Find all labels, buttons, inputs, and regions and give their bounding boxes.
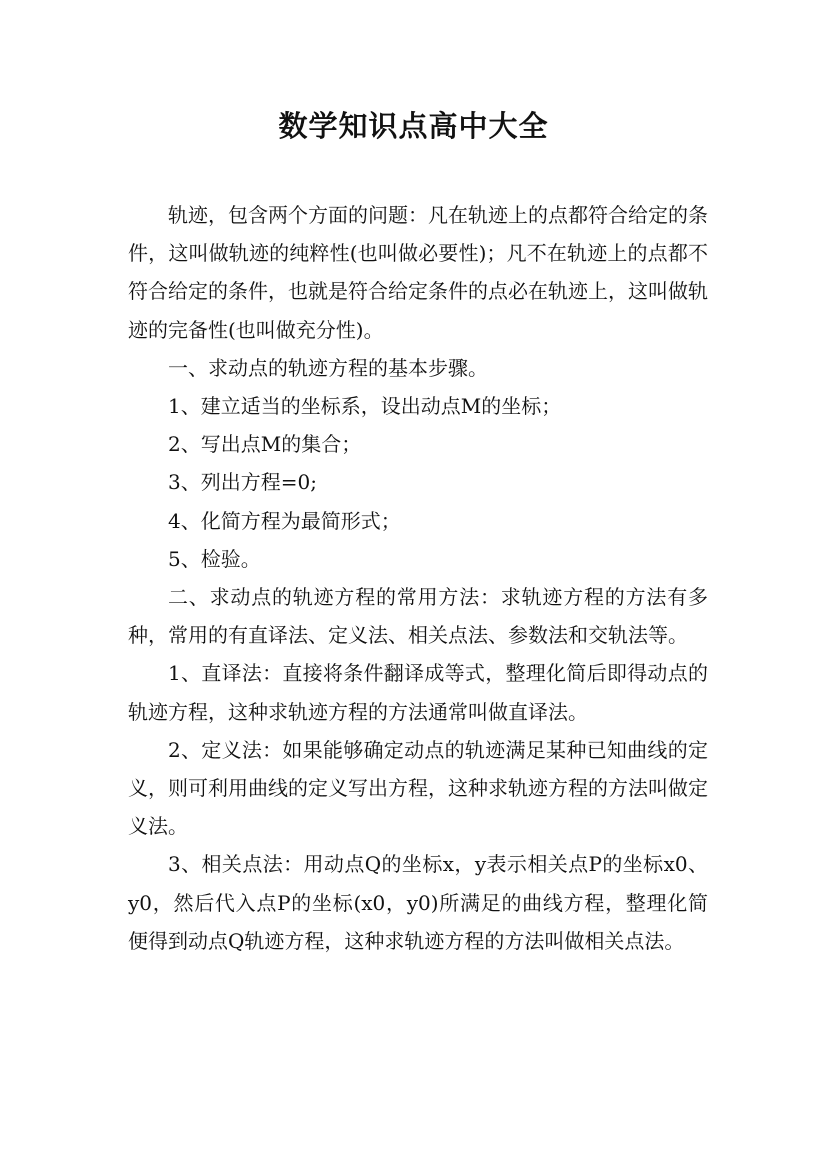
paragraph-method-3: 3、相关点法：用动点Q的坐标x，y表示相关点P的坐标x0、y0，然后代入点P的坐标(x0，y0)所满足的曲线方程，整理化简便得到动点Q轨迹方程，这种求轨迹方程的方法叫做相关点法。 <box>128 852 708 953</box>
paragraph-step-2: 2、写出点M的集合； <box>168 432 362 457</box>
paragraph-step-5: 5、检验。 <box>168 546 261 571</box>
paragraph-method-2: 2、定义法：如果能够确定动点的轨迹满足某种已知曲线的定义，则可利用曲线的定义写出方程，这种求轨迹方程的方法叫做定义法。 <box>128 737 708 839</box>
paragraph-intro: 轨迹，包含两个方面的问题：凡在轨迹上的点都符合给定的条件，这叫做轨迹的纯粹性(也叫做必要性)；凡不在轨迹上的点都不符合给定的条件，也就是符合给定条件的点必在轨迹上，这叫做轨迹的完备性(也叫做充分性)。 <box>128 203 708 342</box>
paragraph-step-1: 1、建立适当的坐标系，设出动点M的坐标； <box>168 394 562 419</box>
paragraph-step-3: 3、列出方程=0; <box>168 470 317 495</box>
paragraph-step-4: 4、化简方程为最简形式； <box>168 508 401 533</box>
document-title: 数学知识点高中大全 <box>278 109 549 143</box>
paragraph-section-1-heading: 一、求动点的轨迹方程的基本步骤。 <box>168 355 488 380</box>
paragraph-section-2-heading: 二、求动点的轨迹方程的常用方法：求轨迹方程的方法有多种，常用的有直译法、定义法、相关点法、参数法和交轨法等。 <box>128 585 708 648</box>
document-body <box>128 196 708 960</box>
paragraph-method-1: 1、直译法：直接将条件翻译成等式，整理化简后即得动点的轨迹方程，这种求轨迹方程的方法通常叫做直译法。 <box>128 661 708 724</box>
